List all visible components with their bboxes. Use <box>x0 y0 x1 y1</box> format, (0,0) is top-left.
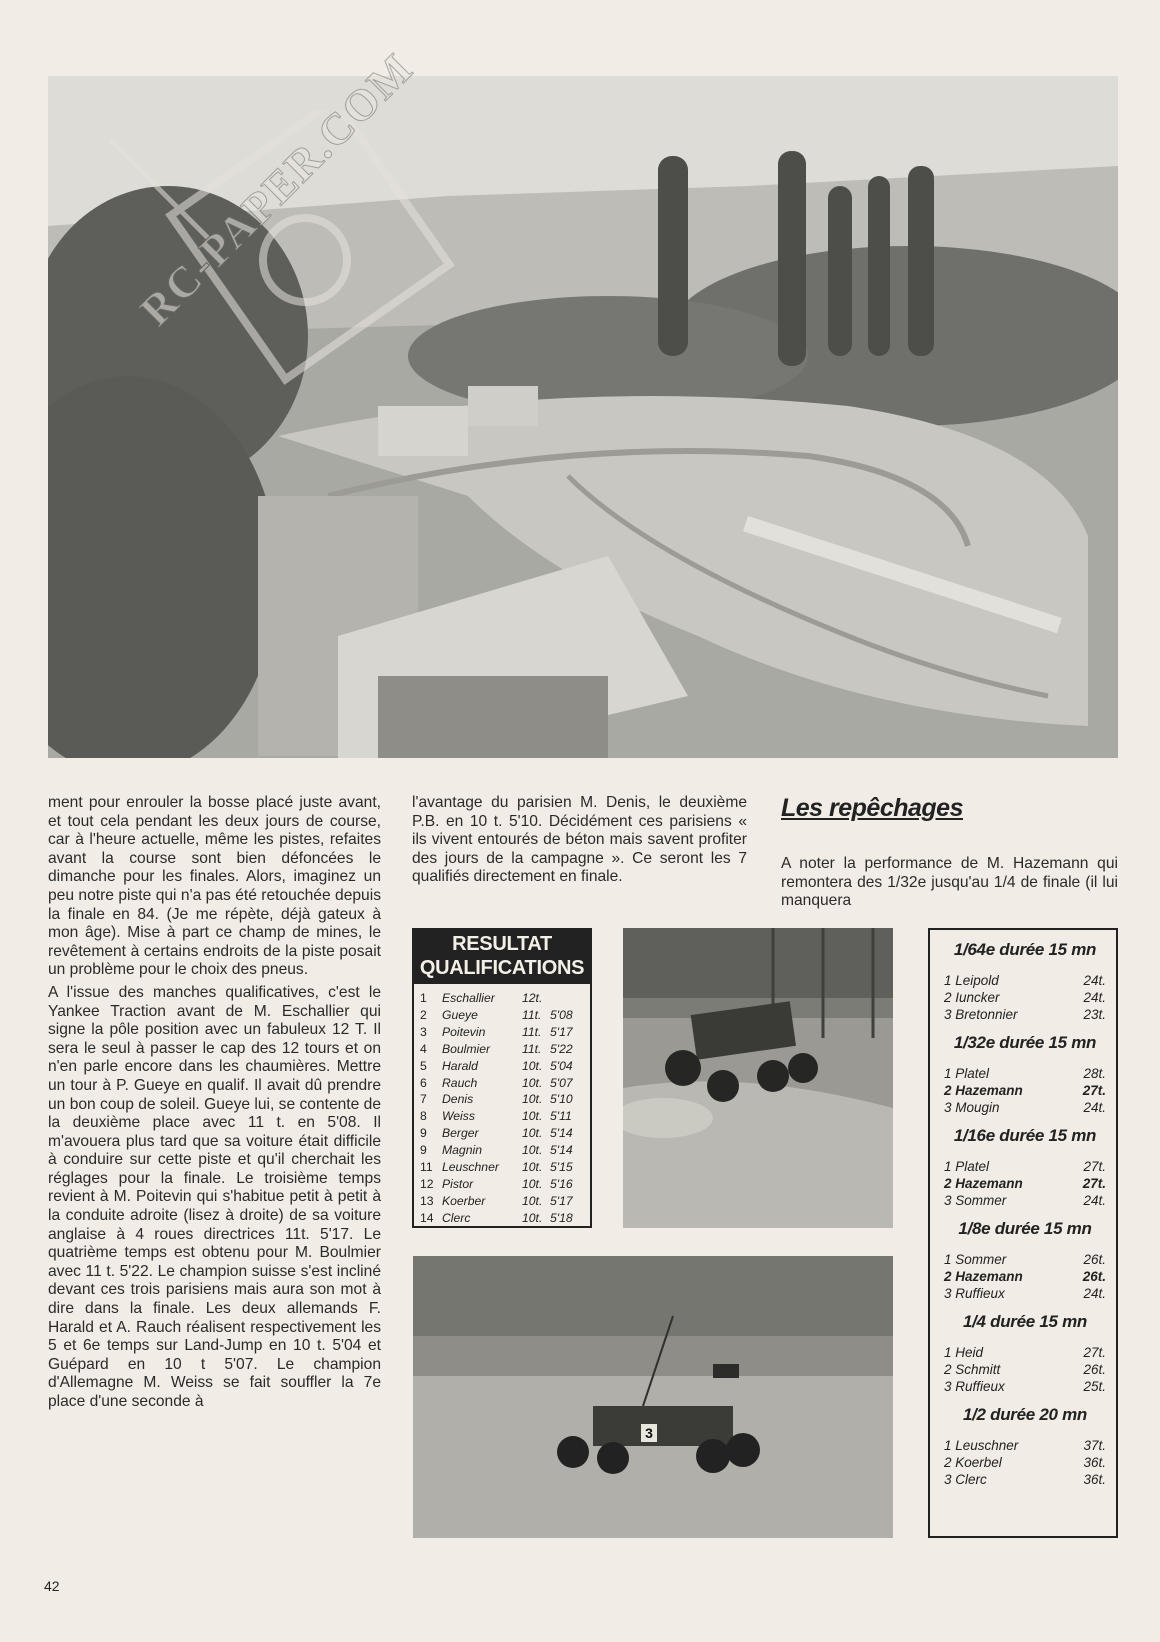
driver-name: 2 Hazemann <box>944 1269 1023 1284</box>
driver-laps: 26t. <box>1083 1362 1106 1377</box>
driver-laps: 25t. <box>1083 1379 1106 1394</box>
round-results <box>944 1437 1106 1488</box>
qualification-time: 5'10 <box>550 1092 573 1107</box>
driver-name: 3 Ruffieux <box>944 1379 1005 1394</box>
qualification-time: 5'14 <box>550 1126 573 1141</box>
driver-name: 1 Platel <box>944 1159 990 1174</box>
paragraph: A noter la performance de M. Hazemann qui remontera des 1/32e jusqu'au 1/4 de finale (il lui manquera <box>781 855 1118 910</box>
qualification-row <box>420 1210 584 1227</box>
qualification-time: 5'17 <box>550 1193 573 1208</box>
title-line-1: RESULTAT <box>452 933 552 955</box>
driver-name: 2 Schmitt <box>944 1362 1001 1377</box>
text-column-3 <box>781 855 1118 915</box>
round-results <box>944 972 1106 1023</box>
qualification-rank: 11 <box>420 1160 433 1175</box>
driver-laps: 28t. <box>1083 1066 1106 1081</box>
round-result-row <box>944 1099 1106 1116</box>
qualification-rank: 4 <box>420 1041 427 1056</box>
qualification-title <box>414 930 590 984</box>
buggy-number-3-image <box>413 1256 893 1538</box>
repechage-round <box>930 1126 1116 1209</box>
qualification-row <box>420 1142 584 1159</box>
round-title: 1/16e durée 15 mn <box>953 1126 1097 1145</box>
driver-name: 2 Hazemann <box>944 1176 1023 1191</box>
page-number: 42 <box>44 1578 60 1594</box>
qualification-row <box>420 1108 584 1125</box>
qualification-rank: 5 <box>420 1058 427 1073</box>
driver-name: 1 Sommer <box>944 1252 1007 1267</box>
section-heading: Les repêchages <box>781 794 963 822</box>
driver-laps: 23t. <box>1083 1007 1106 1022</box>
driver-laps: 27t. <box>1082 1083 1106 1098</box>
qualification-name: Gueye <box>442 1007 478 1022</box>
watermark <box>90 43 490 510</box>
qualification-rank: 12 <box>420 1176 434 1191</box>
qualification-laps: 10t. <box>522 1193 543 1208</box>
text-column-2 <box>412 794 747 891</box>
driver-name: 3 Bretonnier <box>944 1007 1018 1022</box>
text-column-1 <box>48 794 381 1416</box>
driver-laps: 24t. <box>1083 1100 1106 1115</box>
round-result-row <box>944 1158 1106 1175</box>
driver-laps: 37t. <box>1083 1438 1106 1453</box>
driver-laps: 36t. <box>1083 1455 1106 1470</box>
qualification-time <box>550 990 580 1007</box>
qualification-rank: 2 <box>420 1007 427 1022</box>
title-line-2: QUALIFICATIONS <box>419 957 585 979</box>
round-title: 1/4 durée 15 mn <box>962 1312 1087 1331</box>
driver-laps: 24t. <box>1083 973 1106 988</box>
qualification-name: Eschallier <box>442 991 495 1005</box>
driver-name: 1 Leipold <box>944 973 999 988</box>
driver-laps: 24t. <box>1083 1193 1106 1208</box>
qualification-name: Rauch <box>442 1075 478 1090</box>
qualification-laps: 11t. <box>522 1007 542 1022</box>
round-result-row <box>944 1268 1106 1285</box>
driver-laps: 26t. <box>1082 1269 1106 1284</box>
qualification-row <box>420 1058 584 1075</box>
qualification-list <box>414 990 590 1227</box>
round-result-row <box>944 1454 1106 1471</box>
driver-name: 2 Hazemann <box>944 1083 1023 1098</box>
qualification-name: Denis <box>442 1092 474 1107</box>
qualification-name: Boulmier <box>442 1041 491 1056</box>
qualification-time: 5'08 <box>550 1007 573 1022</box>
driver-laps: 24t. <box>1083 990 1106 1005</box>
qualification-laps: 11t. <box>522 1024 542 1039</box>
qualification-name: Weiss <box>442 1109 475 1124</box>
buggy-jump-photo <box>623 928 893 1228</box>
qualification-time: 5'22 <box>550 1041 573 1056</box>
qualification-laps: 10t. <box>522 1058 543 1073</box>
qualification-laps: 10t. <box>522 1126 543 1141</box>
qualification-time: 5'04 <box>550 1058 573 1073</box>
qualification-row <box>420 1125 584 1142</box>
qualification-laps: 10t. <box>522 1143 543 1158</box>
qualification-rank: 14 <box>420 1210 434 1225</box>
car-number: 3 <box>645 1425 653 1441</box>
qualification-rank: 7 <box>420 1092 427 1107</box>
qualification-name: Poitevin <box>442 1024 486 1039</box>
round-results <box>944 1158 1106 1209</box>
qualification-rank: 13 <box>420 1193 434 1208</box>
qualification-rank: 8 <box>420 1109 427 1124</box>
round-result-row <box>944 1378 1106 1395</box>
driver-name: 1 Platel <box>944 1066 990 1081</box>
qualification-name: Leuschner <box>442 1160 499 1175</box>
qualification-laps: 10t. <box>522 1160 543 1175</box>
repechage-round <box>930 940 1116 1023</box>
driver-laps: 27t. <box>1083 1159 1106 1174</box>
round-title: 1/8e durée 15 mn <box>958 1219 1092 1238</box>
qualification-laps: 10t. <box>522 1210 543 1225</box>
driver-name: 1 Leuschner <box>944 1438 1019 1453</box>
round-results <box>944 1251 1106 1302</box>
qualification-row <box>420 1193 584 1210</box>
qualification-rank: 9 <box>420 1126 427 1141</box>
qualification-row <box>420 990 584 1007</box>
qualification-row <box>420 1075 584 1092</box>
qualification-time: 5'11 <box>550 1109 572 1124</box>
round-result-row <box>944 1471 1106 1488</box>
qualification-time: 5'18 <box>550 1210 573 1225</box>
round-result-row <box>944 1285 1106 1302</box>
round-title: 1/64e durée 15 mn <box>953 940 1097 959</box>
driver-name: 3 Mougin <box>944 1100 1000 1115</box>
qualification-name: Pistor <box>442 1176 474 1191</box>
qualification-rank: 3 <box>420 1024 427 1039</box>
round-result-row <box>944 1175 1106 1192</box>
qualification-laps: 10t. <box>522 1075 543 1090</box>
qualification-laps: 10t. <box>522 1092 543 1107</box>
repechages-results-table <box>928 928 1118 1538</box>
round-result-row <box>944 972 1106 989</box>
qualification-time: 5'16 <box>550 1176 573 1191</box>
driver-name: 3 Clerc <box>944 1472 987 1487</box>
repechage-round <box>930 1405 1116 1488</box>
driver-laps: 36t. <box>1083 1472 1106 1487</box>
paragraph: A l'issue des manches qualificatives, c'est le Yankee Traction avant de M. Eschallier qui signe la pôle position avec un fabuleux 12 T. Il sera le seul à passer le cap des 12 tours et on n'en parle encore dans les chaumières. Mettre un tour à P. Gueye en qualif. Il avait dû prendre un bon coup de soleil. Gueye lui, se contente de la deuxième place avec 11 t. en 5'08. Il m'avouera plus tard que sa voiture était difficile à conduire sur cette piste et qu'il cherchait les réglages pour la finale. Le troisième temps revient à M. Poitevin qui s'habitue petit à petit à la conduite adroite (lisez à droite) de sa voiture anglaise à 4 roues directrices 11t. 5'17. Le quatrième temps est obtenu pour M. Boulmier avec 11 t. 5'22. Le champion suisse s'est incliné devant ces trois parisiens mais aura son mot à dire dans la finale. Les deux allemands F. Harald et A. Rauch réalisent respectivement les 5 et 6e temps sur Land-Jump en 10 t. 5'04 et Guépard en 10 t 5'07. Le champion d'Allemagne M. Weiss se fait souffler la 7e place d'une seconde à <box>48 983 381 1410</box>
qualification-laps: 11t. <box>522 1041 542 1056</box>
qualification-row <box>420 1091 584 1108</box>
qualification-name: Clerc <box>442 1210 471 1225</box>
round-result-row <box>944 989 1106 1006</box>
driver-name: 2 Iuncker <box>944 990 1000 1005</box>
round-result-row <box>944 1251 1106 1268</box>
round-result-row <box>944 1344 1106 1361</box>
repechage-round <box>930 1219 1116 1302</box>
driver-name: 3 Ruffieux <box>944 1286 1005 1301</box>
qualification-rank: 9 <box>420 1143 427 1158</box>
driver-name: 1 Heid <box>944 1345 984 1360</box>
qualification-laps: 10t. <box>522 1176 543 1191</box>
qualification-row <box>420 1176 584 1193</box>
qualification-name: Magnin <box>442 1143 482 1158</box>
buggy-jump-image <box>623 928 893 1228</box>
qualification-row <box>420 1007 584 1024</box>
qualification-row <box>420 1024 584 1041</box>
qualification-time: 5'17 <box>550 1024 573 1039</box>
qualification-time: 5'15 <box>550 1160 573 1175</box>
qualification-laps: 12t. <box>522 991 543 1005</box>
round-title: 1/32e durée 15 mn <box>953 1033 1097 1052</box>
repechage-round <box>930 1033 1116 1116</box>
paragraph: l'avantage du parisien M. Denis, le deuxième P.B. en 10 t. 5'10. Décidément ces parisiens « ils vivent entourés de béton mais savent profiter des jours de la campagne ». Ce seront les 7 qualifiés directement en finale. <box>412 794 747 886</box>
qualification-time: 5'07 <box>550 1075 573 1090</box>
watermark-text: RC-PAPER.COM <box>130 43 423 336</box>
qualification-rank: 6 <box>420 1075 427 1090</box>
paragraph: ment pour enrouler la bosse placé juste avant, et tout cela pendant les deux jours de course, car à l'heure actuelle, même les pistes, refaites avant la course sont bien défoncées le dimanche pour les finales. Alors, imaginez un peu notre piste qui n'a pas été retouchée depuis la finale en 84. (Je me répète, déjà gateux à mon âge). Mise à part ce champ de mines, le revêtement à certains endroits de la piste posait un problème pour le choix des pneus. <box>48 794 381 979</box>
qualification-results-table <box>412 928 592 1228</box>
round-result-row <box>944 1082 1106 1099</box>
qualification-rank: 1 <box>420 991 427 1005</box>
round-result-row <box>944 1065 1106 1082</box>
qualification-row <box>420 1159 584 1176</box>
round-title: 1/2 durée 20 mn <box>962 1405 1087 1424</box>
driver-laps: 27t. <box>1083 1345 1106 1360</box>
round-results <box>944 1344 1106 1395</box>
round-result-row <box>944 1006 1106 1023</box>
buggy-number-3-photo <box>413 1256 893 1538</box>
qualification-name: Harald <box>442 1058 478 1073</box>
driver-laps: 27t. <box>1082 1176 1106 1191</box>
driver-name: 2 Koerbel <box>944 1455 1002 1470</box>
qualification-row <box>420 1041 584 1058</box>
round-results <box>944 1065 1106 1116</box>
round-result-row <box>944 1361 1106 1378</box>
repechage-round <box>930 1312 1116 1395</box>
driver-laps: 24t. <box>1083 1286 1106 1301</box>
driver-name: 3 Sommer <box>944 1193 1007 1208</box>
round-result-row <box>944 1192 1106 1209</box>
round-result-row <box>944 1437 1106 1454</box>
qualification-time: 5'14 <box>550 1143 573 1158</box>
qualification-name: Koerber <box>442 1193 486 1208</box>
qualification-name: Berger <box>442 1126 479 1141</box>
driver-laps: 26t. <box>1083 1252 1106 1267</box>
qualification-laps: 10t. <box>522 1109 543 1124</box>
